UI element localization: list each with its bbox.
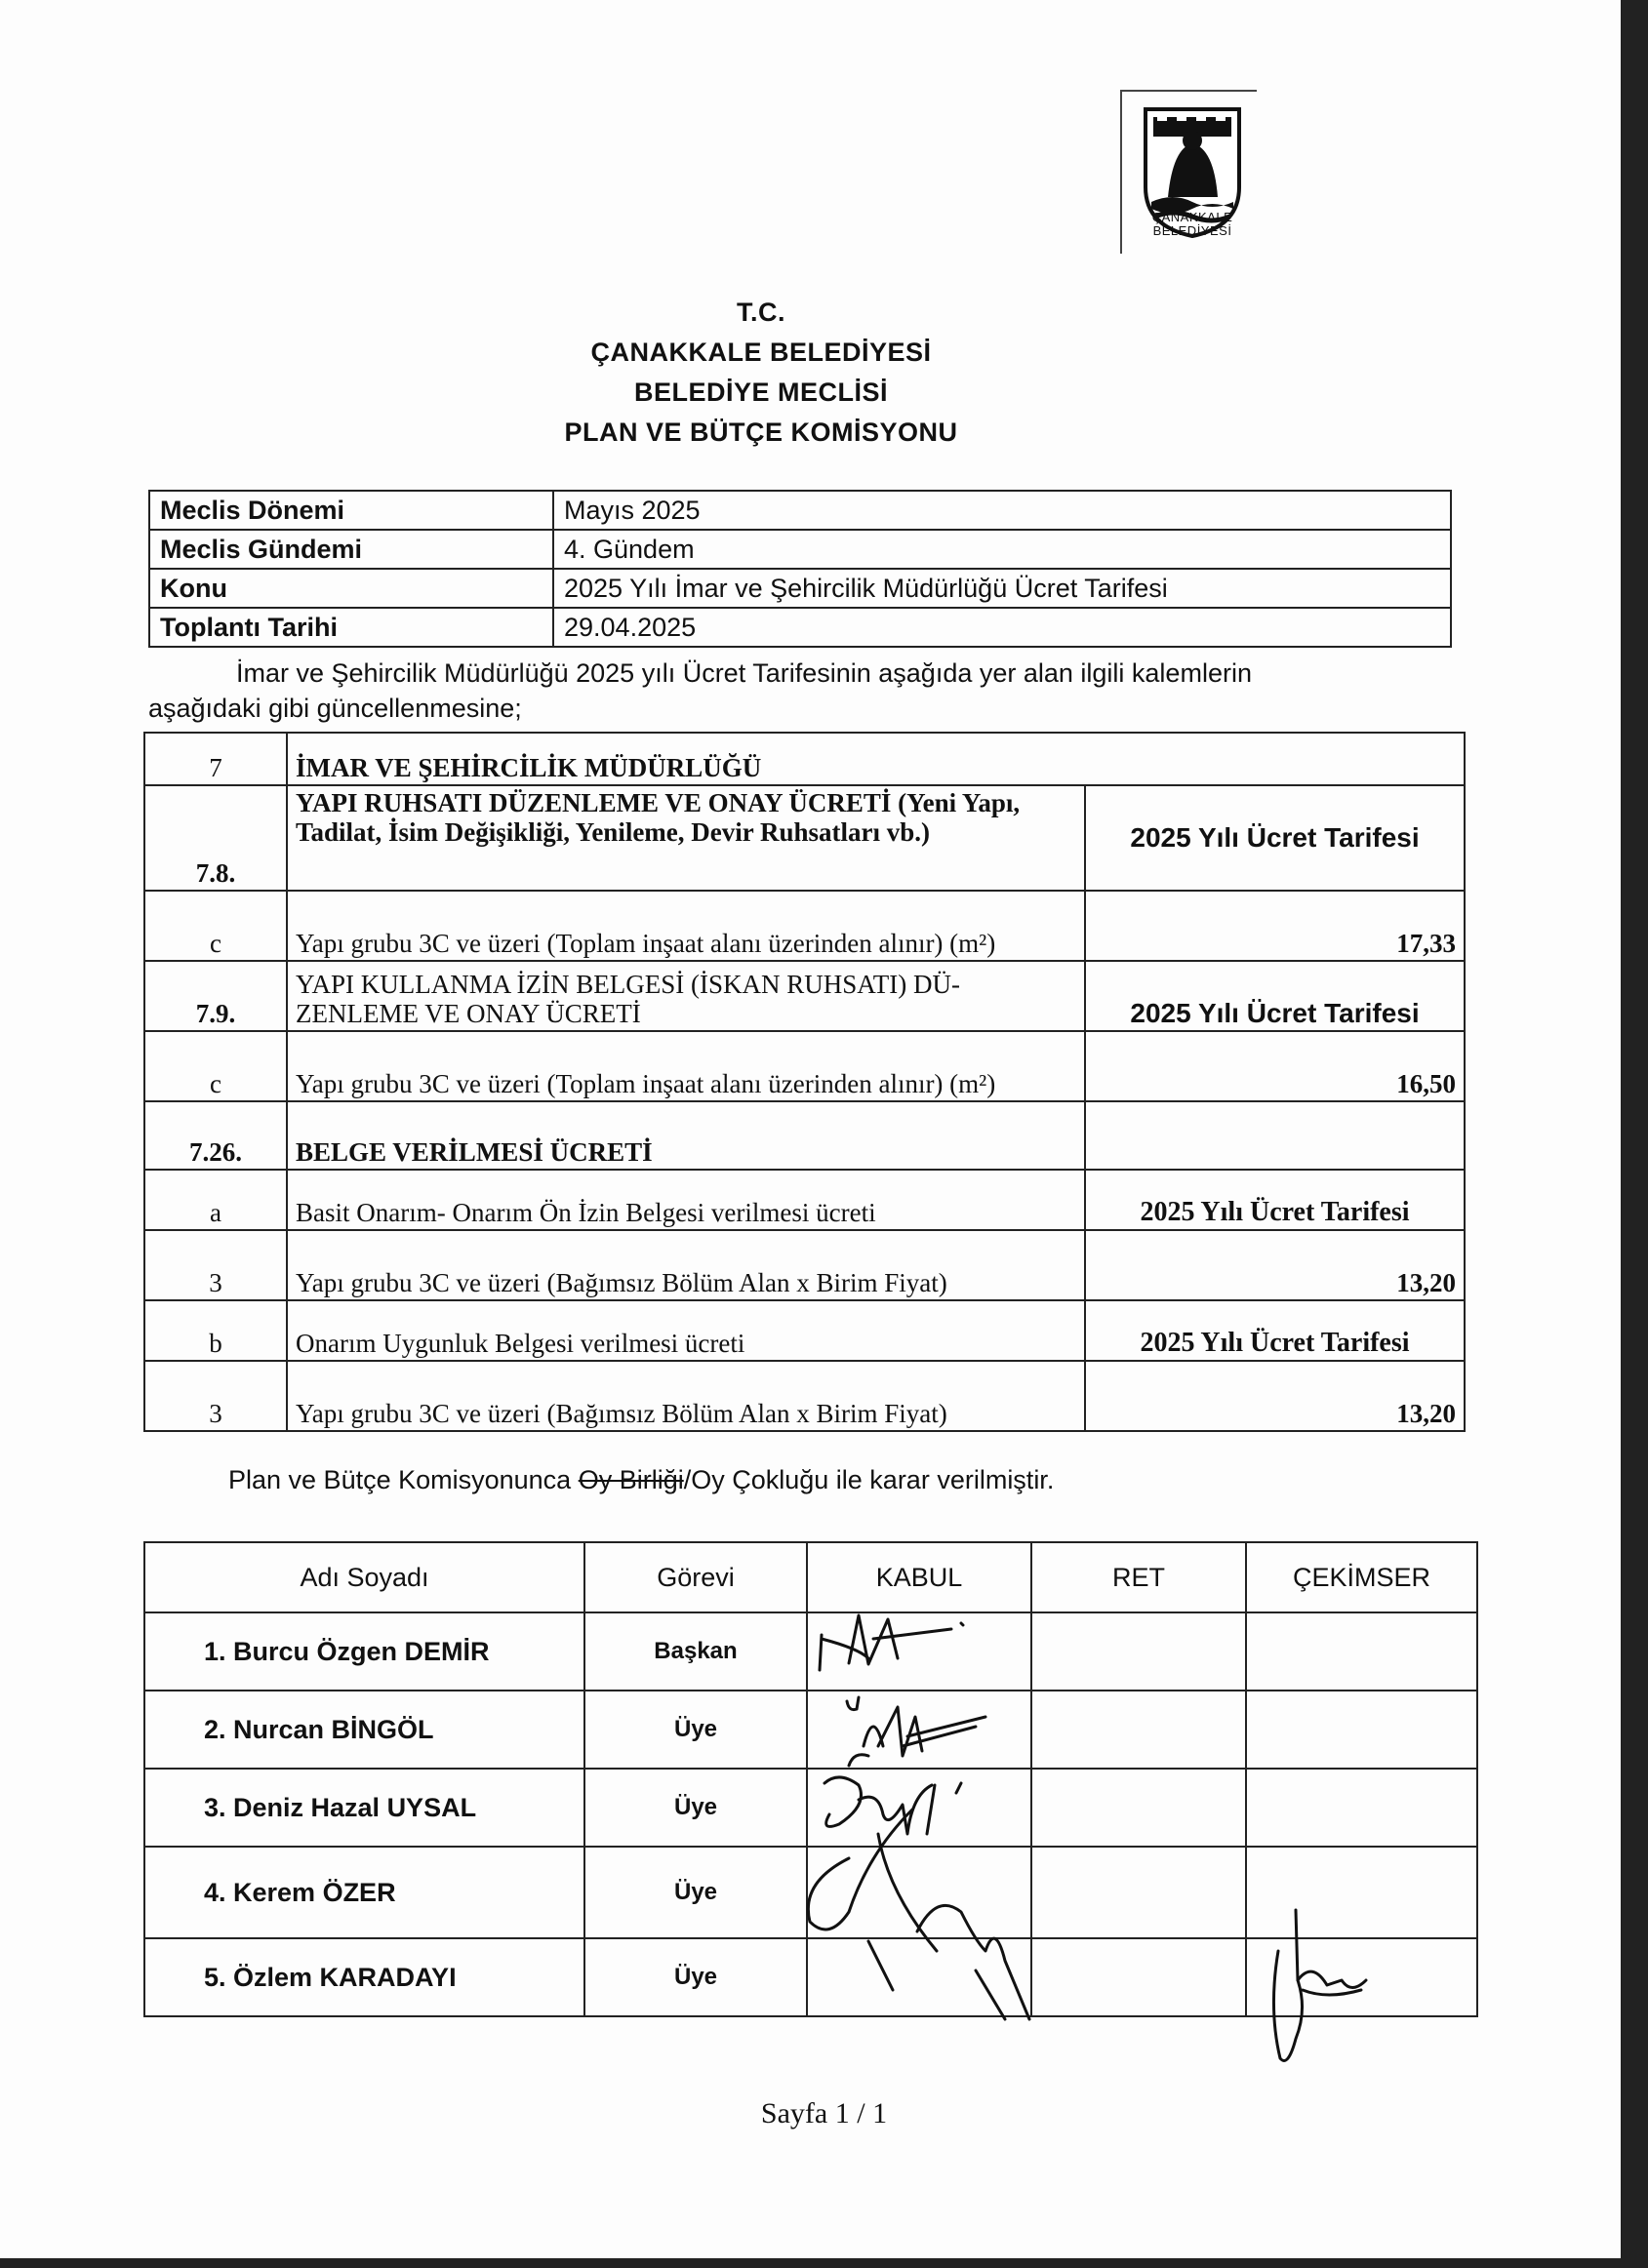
header-line-4: PLAN VE BÜTÇE KOMİSYONU (564, 418, 958, 447)
table-row (144, 733, 1465, 785)
member-role: Başkan (584, 1612, 807, 1691)
meta-key: Meclis Dönemi (149, 491, 553, 530)
item-description: Yapı grubu 3C ve üzeri (Toplam inşaat alanı üzerinden alınır) (m²) (287, 1031, 1085, 1101)
item-number: b (144, 1300, 287, 1361)
item-value: 13,20 (1085, 1230, 1465, 1300)
tariff-header: 2025 Yılı Ücret Tarifesi (1085, 961, 1465, 1031)
meeting-info-table (148, 490, 1452, 648)
intro-paragraph (148, 656, 1456, 726)
meta-value: Mayıs 2025 (553, 491, 1451, 530)
member-name: 3. Deniz Hazal UYSAL (144, 1769, 584, 1847)
reject-cell (1031, 1769, 1246, 1847)
logo-line-2: BELEDİYESİ (1152, 223, 1232, 238)
abstain-cell (1246, 1691, 1477, 1769)
table-row (144, 785, 1465, 891)
page-number: Sayfa 1 / 1 (760, 2097, 888, 2129)
item-description: YAPI KULLANMA İZİN BELGESİ (İSKAN RUHSATI) DÜ-ZENLEME VE ONAY ÜCRETİ (287, 961, 1085, 1031)
table-row (144, 1612, 1477, 1691)
col-header-accept: KABUL (807, 1542, 1031, 1612)
meta-row (149, 569, 1451, 608)
item-value (1085, 1101, 1465, 1170)
item-number: 7.9. (144, 961, 287, 1031)
meta-key: Meclis Gündemi (149, 530, 553, 569)
item-number: 7.26. (144, 1101, 287, 1170)
abstain-cell (1246, 1938, 1477, 2016)
decision-struck-text: Oy Birliği (578, 1465, 684, 1494)
item-number: a (144, 1170, 287, 1230)
item-number: 7 (144, 733, 287, 785)
member-name: 2. Nurcan BİNGÖL (144, 1691, 584, 1769)
document-header (0, 293, 1522, 453)
table-row (144, 1691, 1477, 1769)
table-row (144, 1300, 1465, 1361)
table-row (144, 1847, 1477, 1938)
meta-row (149, 491, 1451, 530)
accept-cell (807, 1769, 1031, 1847)
accept-cell (807, 1612, 1031, 1691)
member-role: Üye (584, 1847, 807, 1938)
table-row (144, 1101, 1465, 1170)
meta-value: 29.04.2025 (553, 608, 1451, 647)
col-header-abstain: ÇEKİMSER (1246, 1542, 1477, 1612)
table-row (144, 961, 1465, 1031)
table-row (144, 1769, 1477, 1847)
tariff-header: 2025 Yılı Ücret Tarifesi (1085, 1170, 1465, 1230)
reject-cell (1031, 1847, 1246, 1938)
abstain-cell (1246, 1769, 1477, 1847)
item-number: 3 (144, 1361, 287, 1431)
meta-key: Konu (149, 569, 553, 608)
table-row (144, 1938, 1477, 2016)
abstain-cell (1246, 1612, 1477, 1691)
table-row (144, 1031, 1465, 1101)
item-description: Basit Onarım- Onarım Ön İzin Belgesi verilmesi ücreti (287, 1170, 1085, 1230)
accept-cell (807, 1938, 1031, 2016)
intro-line-2: aşağıdaki gibi güncellenmesine; (148, 694, 522, 723)
header-line-1: T.C. (736, 298, 785, 327)
item-value: 16,50 (1085, 1031, 1465, 1101)
col-header-name: Adı Soyadı (144, 1542, 584, 1612)
meta-key: Toplantı Tarihi (149, 608, 553, 647)
section-title: İMAR VE ŞEHİRCİLİK MÜDÜRLÜĞÜ (287, 733, 1465, 785)
item-number: 3 (144, 1230, 287, 1300)
item-description: Yapı grubu 3C ve üzeri (Toplam inşaat alanı üzerinden alınır) (m²) (287, 891, 1085, 961)
table-row (144, 1361, 1465, 1431)
table-row (144, 1170, 1465, 1230)
tariff-table (143, 732, 1466, 1432)
item-value: 13,20 (1085, 1361, 1465, 1431)
table-row (144, 891, 1465, 961)
meta-row (149, 608, 1451, 647)
item-number: c (144, 1031, 287, 1101)
vote-signature-table (143, 1541, 1478, 2017)
meta-row (149, 530, 1451, 569)
item-number: c (144, 891, 287, 961)
table-row (144, 1230, 1465, 1300)
member-name: 1. Burcu Özgen DEMİR (144, 1612, 584, 1691)
reject-cell (1031, 1938, 1246, 2016)
member-name: 4. Kerem ÖZER (144, 1847, 584, 1938)
member-role: Üye (584, 1769, 807, 1847)
tariff-header: 2025 Yılı Ücret Tarifesi (1085, 1300, 1465, 1361)
scan-edge-bottom (0, 2258, 1648, 2268)
accept-cell (807, 1847, 1031, 1938)
tariff-header: 2025 Yılı Ücret Tarifesi (1085, 785, 1465, 891)
member-name: 5. Özlem KARADAYI (144, 1938, 584, 2016)
abstain-cell (1246, 1847, 1477, 1938)
accept-cell (807, 1691, 1031, 1769)
meta-value: 4. Gündem (553, 530, 1451, 569)
col-header-role: Görevi (584, 1542, 807, 1612)
logo-line-1: ÇANAKKALE (1151, 210, 1233, 224)
decision-statement (228, 1465, 1054, 1495)
col-header-reject: RET (1031, 1542, 1246, 1612)
item-description: Yapı grubu 3C ve üzeri (Bağımsız Bölüm Alan x Birim Fiyat) (287, 1361, 1085, 1431)
member-role: Üye (584, 1938, 807, 2016)
decision-text-after: /Oy Çokluğu ile karar verilmiştir. (683, 1465, 1055, 1494)
item-description: Yapı grubu 3C ve üzeri (Bağımsız Bölüm Alan x Birim Fiyat) (287, 1230, 1085, 1300)
logo-frame-left (1120, 90, 1122, 254)
header-line-3: BELEDİYE MECLİSİ (633, 378, 889, 407)
meta-value: 2025 Yılı İmar ve Şehircilik Müdürlüğü Ücret Tarifesi (553, 569, 1451, 608)
intro-line-1: İmar ve Şehircilik Müdürlüğü 2025 yılı Ücret Tarifesinin aşağıda yer alan ilgili kalemlerin (236, 658, 1252, 688)
table-header-row (144, 1542, 1477, 1612)
item-number: 7.8. (144, 785, 287, 891)
item-description: Onarım Uygunluk Belgesi verilmesi ücreti (287, 1300, 1085, 1361)
reject-cell (1031, 1691, 1246, 1769)
reject-cell (1031, 1612, 1246, 1691)
municipality-logo (1124, 90, 1261, 256)
item-description: BELGE VERİLMESİ ÜCRETİ (287, 1101, 1085, 1170)
item-description: YAPI RUHSATI DÜZENLEME VE ONAY ÜCRETİ (Yeni Yapı, Tadilat, İsim Değişikliği, Yenileme, Devir Ruhsatları vb.) (287, 785, 1085, 891)
header-line-2: ÇANAKKALE BELEDİYESİ (590, 338, 932, 367)
item-value: 17,33 (1085, 891, 1465, 961)
member-role: Üye (584, 1691, 807, 1769)
decision-text-before: Plan ve Bütçe Komisyonunca (228, 1465, 579, 1494)
scan-edge-right (1621, 0, 1648, 2268)
